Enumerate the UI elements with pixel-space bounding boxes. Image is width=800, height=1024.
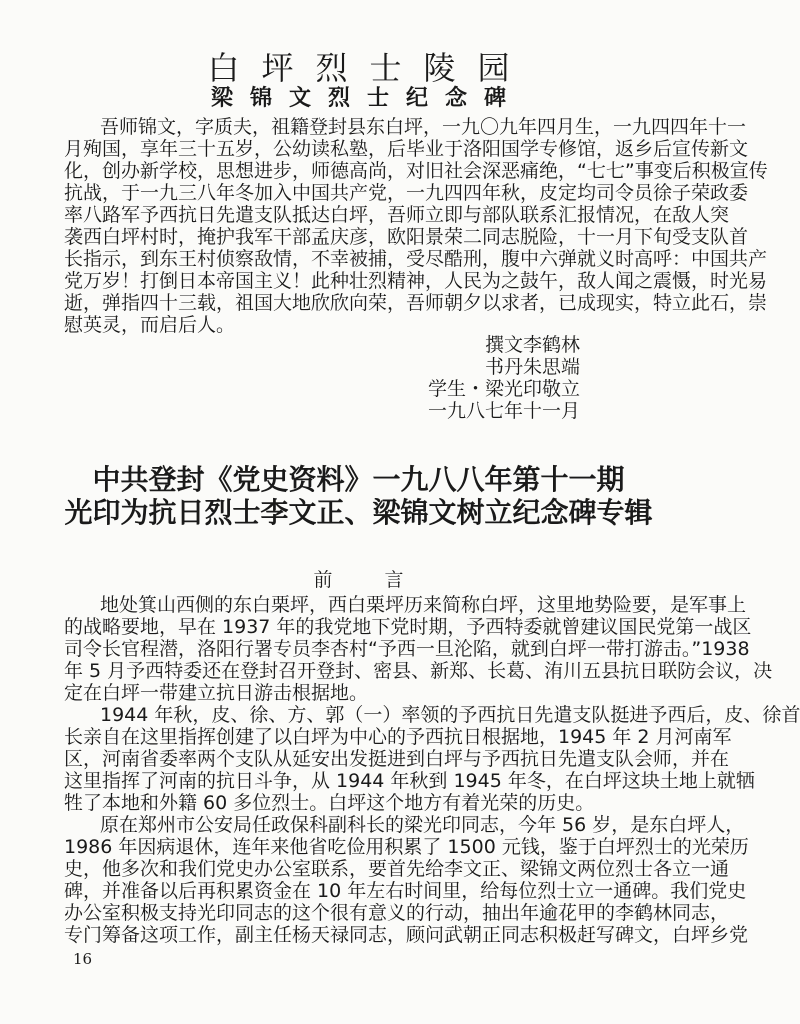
text-line: 地处箕山西侧的东白栗坪，西白栗坪历来简称白坪，这里地势险要，是军事上 [100,594,747,616]
text-line: 司令长官程潜，洛阳行署专员李杏村“予西一旦沦陷，就到白坪一带打游击。”1938 [64,638,750,660]
text-line: 专门筹备这项工作，副主任杨天禄同志，顾问武朝正同志积极赶写碑文，白坪乡党 [64,924,749,946]
text-line: 长亲自在这里指挥创建了以白坪为中心的予西抗日根据地，1945 年 2 月河南军 [64,726,732,748]
text-line: 袭西白坪村时，掩护我军干部孟庆彦，欧阳景荣二同志脱险，十一月下旬受支队首 [64,226,749,248]
epitaph-signatures [400,334,580,422]
text-line: 碑，并准备以后再积累资金在 10 年左右时间里，给每位烈士立一通碑。我们党史 [64,880,747,902]
text-line: 1944 年秋，皮、徐、方、郭（一）率领的予西抗日先遣支队挺进予西后，皮、徐首 [100,704,800,726]
text-line: 原在郑州市公安局任政保科副科长的梁光印同志，今年 56 岁，是东白坪人， [100,814,745,836]
text-line: 长指示，到东王村侦察敌情，不幸被捕，受尽酷刑，腹中六弹就义时高呼：中国共产 [64,248,768,270]
text-line: 吾师锦文，字质夫，祖籍登封县东白坪，一九〇九年四月生，一九四四年十一 [100,116,747,138]
text-line: 抗战，于一九三八年冬加入中国共产党，一九四四年秋，皮定均司令员徐子荣政委 [64,182,749,204]
text-line: 1986 年因病退休，连年来他省吃俭用积累了 1500 元钱，鉴于白坪烈士的光荣历 [64,836,749,858]
preface-title: 前言 [313,569,456,591]
text-line: 党万岁！打倒日本帝国主义！此种壮烈精神，人民为之鼓午，敌人闻之震慑，时光易 [64,270,768,292]
text-line: 的战略要地，早在 1937 年的我党地下党时期，予西特委就曾建议国民党第一战区 [64,616,752,638]
feature-heading-line1: 中共登封《党史资料》一九八八年第十一期 [92,463,625,496]
signature-calligrapher: 书丹朱思端 [484,356,580,378]
text-line: 率八路军予西抗日先遣支队抵达白坪，吾师立即与部队联系汇报情况，在敌人突 [64,204,730,226]
text-line: 这里指挥了河南的抗日斗争，从 1944 年秋到 1945 年冬，在白坪这块土地上就牺 [64,770,755,792]
epitaph-text [64,116,768,336]
signature-erector: 学生・梁光印敬立 [427,378,580,400]
signature-author: 撰文李鹤林 [484,334,580,356]
text-line: 史，他多次和我们党史办公室联系，要首先给李文正、梁锦文两位烈士各立一通 [64,858,730,880]
feature-heading-line2: 光印为抗日烈士李文正、梁锦文树立纪念碑专辑 [64,496,653,529]
text-line: 年 5 月予西特委还在登封召开登封、密县、新郑、长葛、洧川五县抗日联防会议，决 [64,660,773,682]
text-line: 定在白坪一带建立抗日游击根据地。 [64,682,369,704]
text-line: 牲了本地和外籍 60 多位烈士。白坪这个地方有着光荣的历史。 [64,792,595,814]
preface-text [64,594,800,946]
text-line: 区，河南省委率两个支队从延安出发挺进到白坪与予西抗日先遣支队会师，并在 [64,748,730,770]
text-line: 月殉国，享年三十五岁，公幼读私塾，后毕业于洛阳国学专修馆，返乡后宣传新文 [64,138,749,160]
page-number: 16 [73,950,93,968]
text-line: 逝，弹指四十三载，祖国大地欣欣向荣，吾师朝夕以求者，已成现实，特立此石，崇 [64,292,768,314]
epitaph-title: 白坪烈士陵园 [207,49,532,87]
epitaph-subtitle: 梁锦文烈士纪念碑 [210,86,523,111]
text-line: 慰英灵，而启后人。 [64,314,236,336]
text-line: 化，创办新学校，思想进步，师德高尚，对旧社会深恶痛绝，“七七”事变后积极宣传 [64,160,768,182]
signature-date: 一九八七年十一月 [427,400,580,422]
text-line: 办公室积极支持光印同志的这个很有意义的行动，抽出年逾花甲的李鹤林同志， [64,902,730,924]
